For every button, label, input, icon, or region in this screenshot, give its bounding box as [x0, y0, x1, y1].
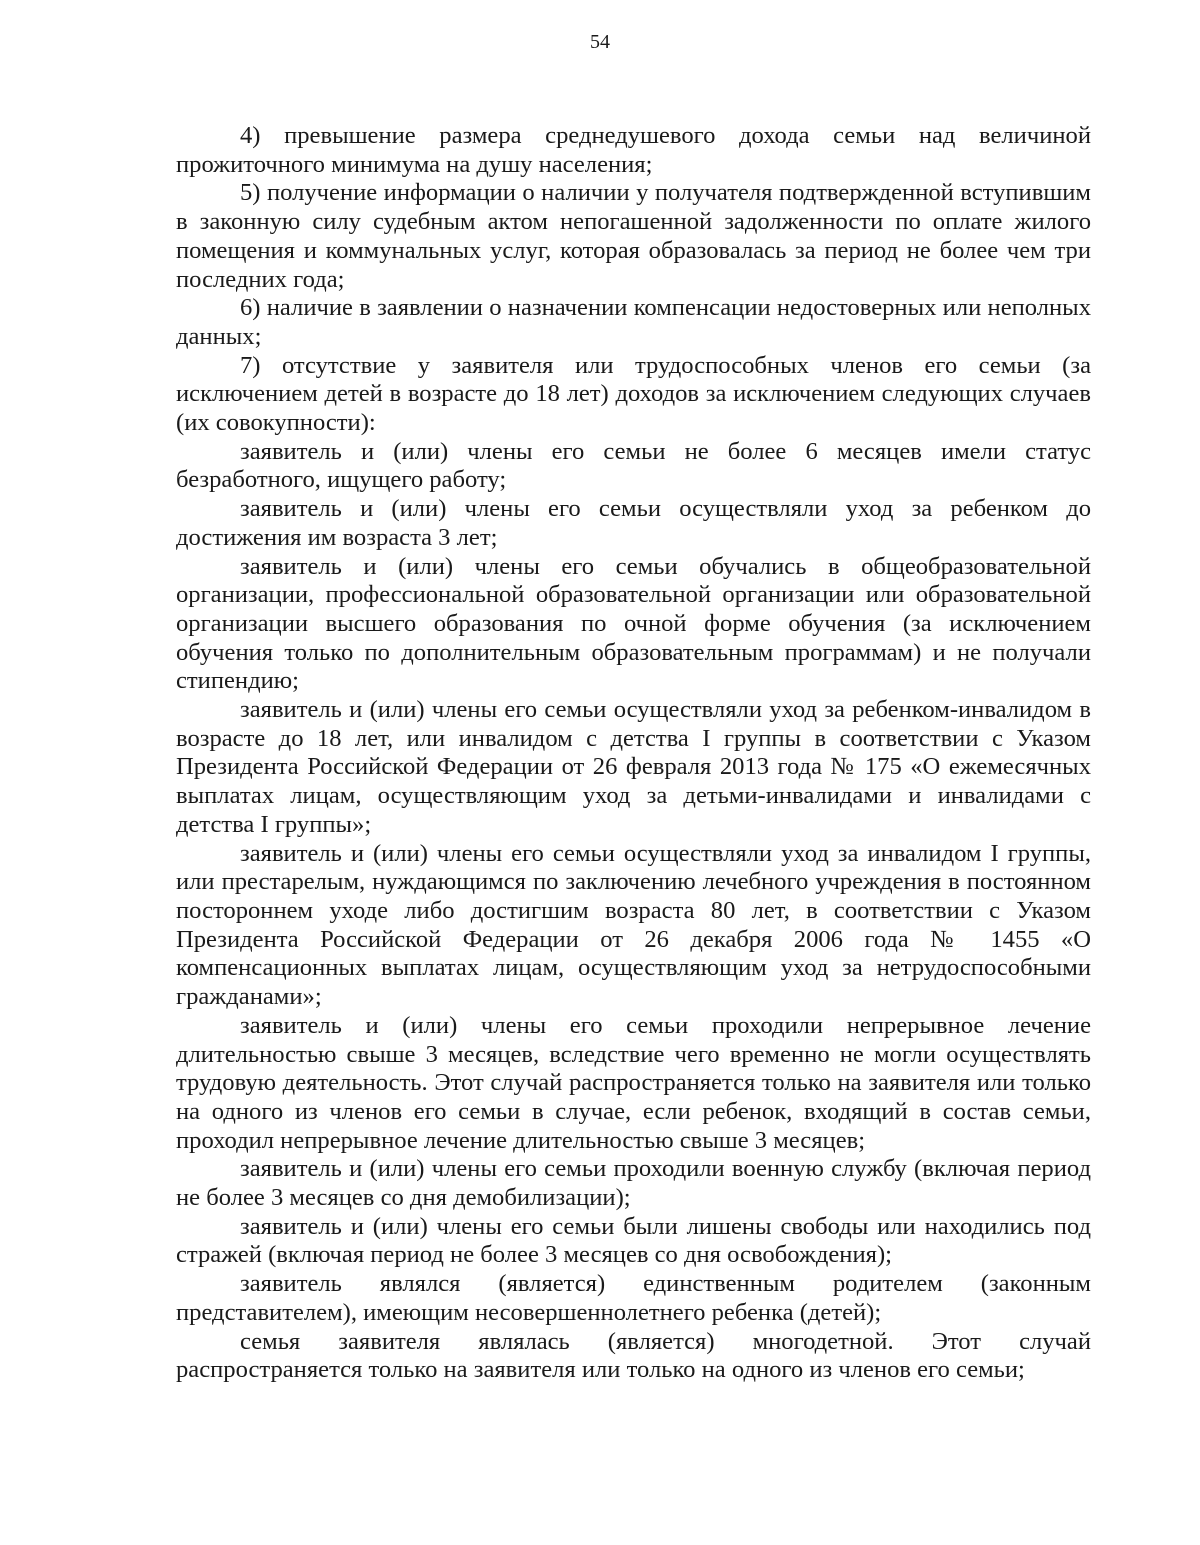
paragraph-case-childcare: заявитель и (или) члены его семьи осуществляли уход за ребенком до достижения им возраста 3 лет;	[176, 495, 1091, 551]
document-body	[176, 122, 1091, 1385]
paragraph-case-disabled-child-care: заявитель и (или) члены его семьи осуществляли уход за ребенком-инвалидом в возрасте до 18 лет, или инвалидом с детства I группы в соответствии с Указом Президента Российской Федерации от 26 февраля 2013 года № 175 «О ежемесячных выплатах лицам, осуществляющим уход за детьми-инвалидами и инвалидами с детства I группы»;	[176, 696, 1091, 838]
page-number: 54	[590, 31, 610, 53]
paragraph-item-4: 4) превышение размера среднедушевого дохода семьи над величиной прожиточного минимума на душу населения;	[176, 122, 1091, 178]
paragraph-case-disabled-adult-care: заявитель и (или) члены его семьи осуществляли уход за инвалидом I группы, или престарелым, нуждающимся по заключению лечебного учреждения в постоянном постороннем уходе либо достигшим возраста 80 лет, в соответствии с Указом Президента Российской Федерации от 26 декабря 2006 года № 1455 «О компенсационных выплатах лицам, осуществляющим уход за нетрудоспособными гражданами»;	[176, 839, 1091, 1011]
paragraph-case-large-family: семья заявителя являлась (является) многодетной. Этот случай распространяется только на заявителя или только на одного из членов его семьи;	[176, 1327, 1091, 1384]
paragraph-case-military-service: заявитель и (или) члены его семьи проходили военную службу (включая период не более 3 месяцев со дня демобилизации);	[176, 1155, 1091, 1212]
paragraph-case-medical-treatment: заявитель и (или) члены его семьи проходили непрерывное лечение длительностью свыше 3 месяцев, вследствие чего временно не могли осуществлять трудовую деятельность. Этот случай распространяется только на заявителя или только на одного из членов его семьи в случае, если ребенок, входящий в состав семьи, проходил непрерывное лечение длительностью свыше 3 месяцев;	[176, 1011, 1091, 1154]
paragraph-case-education: заявитель и (или) члены его семьи обучались в общеобразовательной организации, профессиональной образовательной организации или образовательной организации высшего образования по очной форме обучения (за исключением обучения только по дополнительным образовательным программам) и не получали стипендию;	[176, 552, 1091, 695]
paragraph-case-unemployed: заявитель и (или) члены его семьи не более 6 месяцев имели статус безработного, ищущего работу;	[176, 437, 1091, 494]
paragraph-case-imprisonment: заявитель и (или) члены его семьи были лишены свободы или находились под стражей (включая период не более 3 месяцев со дня освобождения);	[176, 1212, 1091, 1269]
paragraph-item-7: 7) отсутствие у заявителя или трудоспособных членов его семьи (за исключением детей в возрасте до 18 лет) доходов за исключением следующих случаев (их совокупности):	[176, 351, 1091, 437]
paragraph-item-6: 6) наличие в заявлении о назначении компенсации недостоверных или неполных данных;	[176, 294, 1091, 350]
paragraph-item-5: 5) получение информации о наличии у получателя подтвержденной вступившим в законную силу судебным актом непогашенной задолженности по оплате жилого помещения и коммунальных услуг, которая образовалась за период не более чем три последних года;	[176, 179, 1091, 293]
paragraph-case-single-parent: заявитель являлся (является) единственным родителем (законным представителем), имеющим несовершеннолетнего ребенка (детей);	[176, 1270, 1091, 1326]
